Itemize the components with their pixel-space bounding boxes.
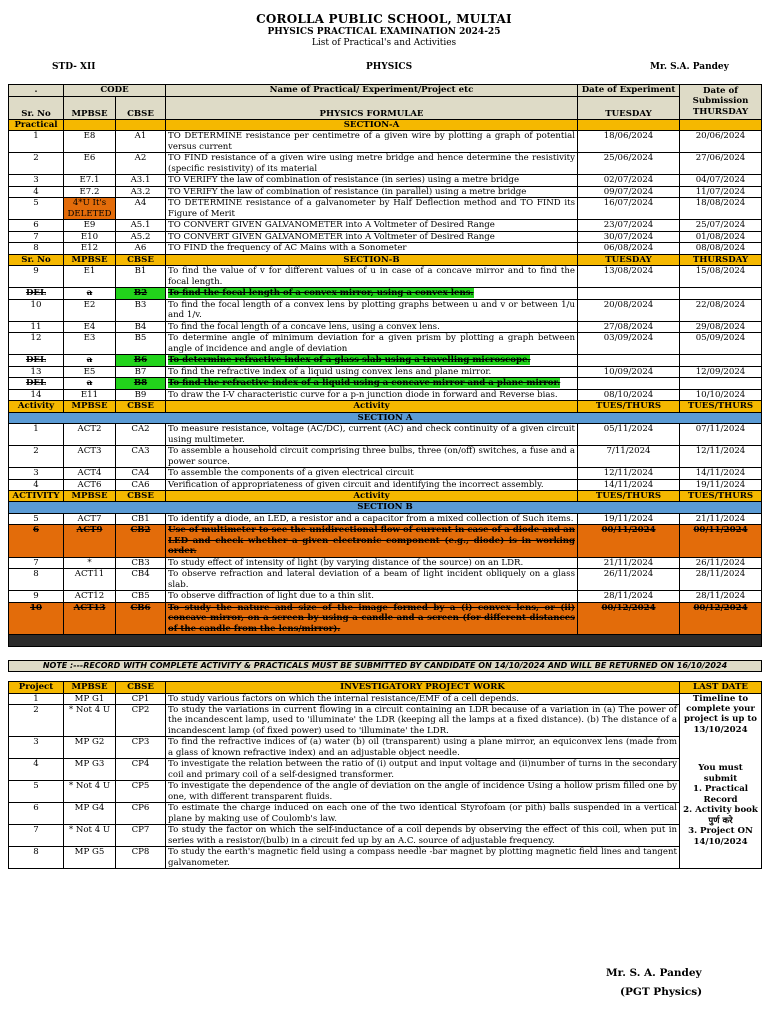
- practical-b-date-sub: [680, 288, 762, 299]
- project-mpbse: * Not 4 U: [64, 705, 116, 737]
- practical-b-date-sub: 05/09/2024: [680, 333, 762, 355]
- project-srno: 2: [9, 705, 64, 737]
- project-cbse: CP8: [116, 847, 166, 869]
- practical-b-srno: 13: [9, 366, 64, 377]
- practical-mpbse: E9: [64, 220, 116, 231]
- practical-date-exp: 06/08/2024: [578, 243, 680, 254]
- project-mpbse: * Not 4 U: [64, 781, 116, 803]
- activity-mpbse: ACT6: [64, 479, 116, 490]
- project-cbse: CP7: [116, 825, 166, 847]
- activity-b-srno: 10: [9, 602, 64, 634]
- practical-b-srno: DEL: [9, 288, 64, 299]
- section-a-row: [9, 120, 762, 131]
- activity-b-row: [9, 591, 762, 602]
- exam-title: PHYSICS PRACTICAL EXAMINATION 2024-25: [267, 27, 501, 37]
- practical-cbse: A1: [116, 131, 166, 153]
- practical-date-sub: 27/06/2024: [680, 153, 762, 175]
- activity-b-mpbse: ACT9: [64, 525, 116, 557]
- project-cbse: CP1: [116, 693, 166, 704]
- activity-header-row: [9, 401, 762, 412]
- activity-head-d1: TUES/THURS: [578, 401, 680, 412]
- practical-b-mpbse: a: [64, 288, 116, 299]
- project-text: To study the earth's magnetic field using a compass needle -bar magnet by plotting magnetic field lines and tangent galvanometer.: [166, 847, 680, 869]
- last-date-notes: [680, 693, 762, 869]
- project-srno: 8: [9, 847, 64, 869]
- practical-text: TO FIND resistance of a given wire using metre bridge and hence determine the resistivity (specific resistivity) of its material: [166, 153, 578, 175]
- school-name: COROLLA PUBLIC SCHOOL, MULTAI: [256, 12, 512, 26]
- section-b-mpbse: MPBSE: [64, 254, 116, 265]
- signature-role: (PGT Physics): [620, 986, 703, 998]
- activity-b-mpbse: ACT11: [64, 569, 116, 591]
- project-row: [9, 825, 762, 847]
- practical-row: [9, 243, 762, 254]
- practical-cbse: A5.1: [116, 220, 166, 231]
- practical-b-row: [9, 321, 762, 332]
- project-srno: 3: [9, 737, 64, 759]
- header-tuesday: TUESDAY: [578, 97, 680, 120]
- practical-b-mpbse: a: [64, 378, 116, 389]
- table-subheader-row: [9, 97, 762, 120]
- practical-b-text: To find the value of v for different values of u in case of a concave mirror and to find the focal length.: [166, 266, 578, 288]
- last-date-line: You must submit: [698, 763, 743, 784]
- header-mpbse: MPBSE: [64, 97, 116, 120]
- activity-row: [9, 479, 762, 490]
- activity-section-b-row: [9, 502, 762, 513]
- practical-b-date-sub: [680, 355, 762, 366]
- activity-b-date-exp: 28/11/2024: [578, 591, 680, 602]
- activity-b-text: To observe diffraction of light due to a thin slit.: [166, 591, 578, 602]
- practical-date-sub: 08/08/2024: [680, 243, 762, 254]
- practical-b-mpbse: E4: [64, 321, 116, 332]
- practical-b-srno: 9: [9, 266, 64, 288]
- activity-date-sub: 14/11/2024: [680, 468, 762, 479]
- practical-b-srno: 14: [9, 389, 64, 400]
- practical-mpbse: E7.1: [64, 175, 116, 186]
- practical-date-exp: 09/07/2024: [578, 186, 680, 197]
- practical-row: [9, 231, 762, 242]
- activity-b-date-exp: 21/11/2024: [578, 557, 680, 568]
- practical-srno: 3: [9, 175, 64, 186]
- activity-b-cbse: CB3: [116, 557, 166, 568]
- practical-b-text: To draw the I-V characteristic curve for a p-n junction diode in forward and Reverse bias.: [166, 389, 578, 400]
- activity-head2-d1: TUES/THURS: [578, 490, 680, 501]
- activity-b-date-sub: 21/11/2024: [680, 513, 762, 524]
- practical-b-text: [166, 288, 578, 299]
- project-cbse: CP4: [116, 759, 166, 781]
- practical-text: TO CONVERT GIVEN GALVANOMETER into A Voltmeter of Desired Range: [166, 220, 578, 231]
- practical-text: TO DETERMINE resistance of a galvanometer by Half Deflection method and TO FIND its Figure of Merit: [166, 198, 578, 220]
- activity-b-srno: 7: [9, 557, 64, 568]
- activity-cbse: CA2: [116, 424, 166, 446]
- teacher-label: Mr. S.A. Pandey: [650, 62, 729, 72]
- practical-b-mpbse: E11: [64, 389, 116, 400]
- activity-head-cb: CBSE: [116, 401, 166, 412]
- practical-row: [9, 153, 762, 175]
- practical-b-text: To find the focal length of a concave lens, using a convex lens.: [166, 321, 578, 332]
- practical-table: [8, 84, 762, 869]
- project-text: To find the refractive indices of (a) water (b) oil (transparent) using a plane mirror, an equiconvex lens (made from a glass of known refractive index) and an adjustable object needle.: [166, 737, 680, 759]
- practical-cbse: A3.1: [116, 175, 166, 186]
- activity-b-srno: 6: [9, 525, 64, 557]
- practical-date-sub: 25/07/2024: [680, 220, 762, 231]
- practical-mpbse: E6: [64, 153, 116, 175]
- practical-b-cbse: B7: [116, 366, 166, 377]
- practical-row: [9, 131, 762, 153]
- section-b-label: SECTION-B: [166, 254, 578, 265]
- section-b-tuesday: TUESDAY: [578, 254, 680, 265]
- activity-srno: 2: [9, 446, 64, 468]
- practical-srno: 1: [9, 131, 64, 153]
- practical-b-date-exp: 08/10/2024: [578, 389, 680, 400]
- practical-cbse: A6: [116, 243, 166, 254]
- activity-text: To assemble a household circuit comprising three bulbs, three (on/off) switches, a fuse and a power source.: [166, 446, 578, 468]
- project-row: [9, 847, 762, 869]
- blank-row-2: [9, 672, 762, 682]
- practical-b-date-sub: 22/08/2024: [680, 299, 762, 321]
- header-code: CODE: [64, 85, 166, 97]
- activity-head2-cb: CBSE: [116, 490, 166, 501]
- activity-date-exp: 7/11/2024: [578, 446, 680, 468]
- project-srno: 6: [9, 803, 64, 825]
- practical-cbse: A5.2: [116, 231, 166, 242]
- practical-b-text-highlight: To determine refractive index of a glass slab using a travelling microscope.: [168, 355, 531, 366]
- activity-b-row: [9, 513, 762, 524]
- activity-srno: 3: [9, 468, 64, 479]
- section-a-label: SECTION-A: [166, 120, 578, 131]
- project-text: To study the variations in current flowing in a circuit containing an LDR because of a variation in (a) The power of the incandescent lamp, used to 'illuminate' the LDR (keeping all the lamps at a fixed distance). (b) The distance of a incandescent lamp (of fixed power) used to 'illuminate' the LDR.: [166, 705, 680, 737]
- project-mpbse: MP G3: [64, 759, 116, 781]
- practical-b-srno: DEL: [9, 355, 64, 366]
- project-head-sr: Project: [9, 682, 64, 693]
- activity-header-row-2: [9, 490, 762, 501]
- practical-text: TO VERIFY the law of combination of resistance (in parallel) using a metre bridge: [166, 186, 578, 197]
- activity-cbse: CA6: [116, 479, 166, 490]
- practical-date-exp: 23/07/2024: [578, 220, 680, 231]
- practical-b-text: To find the focal length of a convex lens by plotting graphs between u and v or between 1/u and 1/v.: [166, 299, 578, 321]
- project-row: [9, 759, 762, 781]
- activity-b-cbse: CB2: [116, 525, 166, 557]
- project-text: To investigate the dependence of the angle of deviation on the angle of incidence Using a hollow prism filled one by one, with different transparent fluids.: [166, 781, 680, 803]
- activity-b-date-sub: 00/11/2024: [680, 525, 762, 557]
- practical-b-cbse: B3: [116, 299, 166, 321]
- activity-mpbse: ACT4: [64, 468, 116, 479]
- activity-head2-mp: MPBSE: [64, 490, 116, 501]
- practical-b-row: [9, 389, 762, 400]
- header-formulae: PHYSICS FORMULAE: [166, 97, 578, 120]
- note-row: [9, 661, 762, 672]
- project-text: To estimate the charge induced on each one of the two identical Styrofoam (or pith) balls suspended in a vertical plane by making use of Coulomb's law.: [166, 803, 680, 825]
- activity-b-text: To study the nature and size of the image formed by a (i) convex lens, or (ii) concave mirror, on a screen by using a candle and a screen (for different distances of the candle from the lens/mirror).: [166, 602, 578, 634]
- practical-b-row: [9, 299, 762, 321]
- activity-date-sub: 07/11/2024: [680, 424, 762, 446]
- practical-b-cbse: B1: [116, 266, 166, 288]
- practical-b-date-exp: 20/08/2024: [578, 299, 680, 321]
- last-date-line: 1. Practical Record: [692, 784, 749, 805]
- activity-section-a-row: [9, 412, 762, 423]
- practical-srno: 8: [9, 243, 64, 254]
- activity-head2-text: Activity: [166, 490, 578, 501]
- practical-b-date-sub: [680, 378, 762, 389]
- activity-b-date-sub: 26/11/2024: [680, 557, 762, 568]
- activity-head-sr: Activity: [9, 401, 64, 412]
- activity-b-text: To study effect of intensity of light (by varying distance of the source) on an LDR.: [166, 557, 578, 568]
- practical-b-date-exp: 10/09/2024: [578, 366, 680, 377]
- activity-row: [9, 424, 762, 446]
- project-head-last-date: LAST DATE: [680, 682, 762, 693]
- header-cbse: CBSE: [116, 97, 166, 120]
- practical-date-exp: 25/06/2024: [578, 153, 680, 175]
- activity-head-text: Activity: [166, 401, 578, 412]
- project-cbse: CP5: [116, 781, 166, 803]
- practical-mpbse: E7.2: [64, 186, 116, 197]
- project-cbse: CP2: [116, 705, 166, 737]
- practical-b-row: [9, 355, 762, 366]
- practical-label: Practical: [9, 120, 64, 131]
- project-cbse: CP6: [116, 803, 166, 825]
- practical-b-date-exp: [578, 378, 680, 389]
- practical-date-exp: 02/07/2024: [578, 175, 680, 186]
- practical-b-date-sub: 10/10/2024: [680, 389, 762, 400]
- practical-b-row: [9, 378, 762, 389]
- practical-srno: 7: [9, 231, 64, 242]
- practical-cbse: A3.2: [116, 186, 166, 197]
- project-mpbse: MP G4: [64, 803, 116, 825]
- practical-b-cbse: B8: [116, 378, 166, 389]
- activity-mpbse: ACT2: [64, 424, 116, 446]
- project-row: [9, 737, 762, 759]
- activity-b-mpbse: ACT12: [64, 591, 116, 602]
- practical-b-text: To find the refractive index of a liquid using convex lens and plane mirror.: [166, 366, 578, 377]
- project-cbse: CP3: [116, 737, 166, 759]
- subject-label: PHYSICS: [366, 62, 413, 72]
- practical-b-date-sub: 15/08/2024: [680, 266, 762, 288]
- activity-row: [9, 468, 762, 479]
- header-date-sub: Date of Submission THURSDAY: [680, 85, 762, 120]
- practical-srno: 5: [9, 198, 64, 220]
- practical-date-sub: 11/07/2024: [680, 186, 762, 197]
- activity-date-exp: 05/11/2024: [578, 424, 680, 446]
- practical-b-cbse: B9: [116, 389, 166, 400]
- project-text: To study various factors on which the internal resistance/EMF of a cell depends.: [166, 693, 680, 704]
- signature-name: Mr. S. A. Pandey: [606, 967, 702, 979]
- practical-mpbse: E12: [64, 243, 116, 254]
- practical-b-mpbse: E1: [64, 266, 116, 288]
- section-b-cbse: CBSE: [116, 254, 166, 265]
- practical-date-exp: 18/06/2024: [578, 131, 680, 153]
- practical-srno: 2: [9, 153, 64, 175]
- practical-text: TO FIND the frequency of AC Mains with a Sonometer: [166, 243, 578, 254]
- activity-b-date-exp: 00/11/2024: [578, 525, 680, 557]
- project-mpbse: * Not 4 U: [64, 825, 116, 847]
- activity-b-date-exp: 19/11/2024: [578, 513, 680, 524]
- activity-mpbse: ACT3: [64, 446, 116, 468]
- activity-section-b: SECTION B: [9, 502, 762, 513]
- practical-b-text: To determine angle of minimum deviation for a given prism by plotting a graph between angle of incidence and angle of deviation: [166, 333, 578, 355]
- activity-b-date-sub: 28/11/2024: [680, 569, 762, 591]
- project-head-text: INVESTIGATORY PROJECT WORK: [166, 682, 680, 693]
- activity-b-cbse: CB6: [116, 602, 166, 634]
- practical-srno: 6: [9, 220, 64, 231]
- section-b-row: [9, 254, 762, 265]
- practical-date-sub: 20/06/2024: [680, 131, 762, 153]
- practical-b-row: [9, 266, 762, 288]
- practical-b-date-sub: 29/08/2024: [680, 321, 762, 332]
- activity-row: [9, 446, 762, 468]
- practical-b-date-sub: 12/09/2024: [680, 366, 762, 377]
- practical-date-sub: 01/08/2024: [680, 231, 762, 242]
- practical-text: TO VERIFY the law of combination of resistance (in series) using a metre bridge: [166, 175, 578, 186]
- activity-text: To measure resistance, voltage (AC/DC), current (AC) and check continuity of a given circuit using multimeter.: [166, 424, 578, 446]
- practical-b-mpbse: E3: [64, 333, 116, 355]
- practical-mpbse: E10: [64, 231, 116, 242]
- practical-b-date-exp: 13/08/2024: [578, 266, 680, 288]
- activity-b-date-exp: 00/12/2024: [578, 602, 680, 634]
- activity-date-exp: 14/11/2024: [578, 479, 680, 490]
- project-header-row: [9, 682, 762, 693]
- practical-row: [9, 175, 762, 186]
- project-row: [9, 693, 762, 704]
- project-row: [9, 803, 762, 825]
- last-date-line: 3. Project ON 14/10/2024: [688, 826, 753, 847]
- practical-b-date-exp: [578, 288, 680, 299]
- practical-text: TO CONVERT GIVEN GALVANOMETER into A Voltmeter of Desired Range: [166, 231, 578, 242]
- practical-mpbse: 4*U It's DELETED: [64, 198, 116, 220]
- practical-b-cbse: B4: [116, 321, 166, 332]
- activity-srno: 1: [9, 424, 64, 446]
- practical-cbse: A2: [116, 153, 166, 175]
- table-header-row: [9, 85, 762, 97]
- activity-text: Verification of appropriateness of given circuit and identifying the incorrect assembly.: [166, 479, 578, 490]
- activity-b-cbse: CB4: [116, 569, 166, 591]
- practical-b-cbse: B2: [116, 288, 166, 299]
- activity-head-mp: MPBSE: [64, 401, 116, 412]
- practical-b-row: [9, 333, 762, 355]
- activity-b-row: [9, 569, 762, 591]
- project-row: [9, 781, 762, 803]
- practical-b-row: [9, 288, 762, 299]
- header-name: Name of Practical/ Experiment/Project etc: [166, 85, 578, 97]
- activity-date-sub: 19/11/2024: [680, 479, 762, 490]
- project-head-cb: CBSE: [116, 682, 166, 693]
- header-dot: .: [9, 85, 64, 97]
- practical-b-row: [9, 366, 762, 377]
- activity-date-exp: 12/11/2024: [578, 468, 680, 479]
- practical-b-srno: 11: [9, 321, 64, 332]
- activity-b-text: Use of multimeter to see the unidirectional flow of current in case of a diode and an LED and check whether a given electronic component (e.g., diode) is in working order.: [166, 525, 578, 557]
- practical-b-date-exp: [578, 355, 680, 366]
- header-date-exp: Date of Experiment: [578, 85, 680, 97]
- activity-b-date-exp: 26/11/2024: [578, 569, 680, 591]
- list-subtitle: List of Practical's and Activities: [311, 38, 457, 48]
- last-date-line: 2. Activity book पुर्ण करे: [683, 805, 758, 826]
- activity-b-text: To observe refraction and lateral deviation of a beam of light incident obliquely on a glass slab.: [166, 569, 578, 591]
- practical-b-srno: 10: [9, 299, 64, 321]
- project-text: To study the factor on which the self-inductance of a coil depends by observing the effect of this coil, when put in series with a resistor/(bulb) in a circuit fed up by an A.C. source of adjustable frequency.: [166, 825, 680, 847]
- practical-b-text: [166, 378, 578, 389]
- activity-head2-d2: TUES/THURS: [680, 490, 762, 501]
- project-row: [9, 705, 762, 737]
- submission-note: NOTE :---RECORD WITH COMPLETE ACTIVITY & PRACTICALS MUST BE SUBMITTED BY CANDIDATE ON 14/10/2024 AND WILL BE RETURNED ON 16/10/2024: [9, 661, 762, 672]
- practical-row: [9, 220, 762, 231]
- practical-b-text-highlight: To find the focal length of a convex mirror, using a convex lens.: [168, 288, 474, 299]
- project-mpbse: MP G1: [64, 693, 116, 704]
- practical-b-text-highlight: To find the refractive index of a liquid using a concave mirror and a plane mirror.: [168, 378, 561, 389]
- practical-b-date-exp: 27/08/2024: [578, 321, 680, 332]
- activity-b-date-sub: 28/11/2024: [680, 591, 762, 602]
- activity-date-sub: 12/11/2024: [680, 446, 762, 468]
- activity-text: To assemble the components of a given electrical circuit: [166, 468, 578, 479]
- activity-head2-sr: ACTIVITY: [9, 490, 64, 501]
- practical-b-mpbse: E5: [64, 366, 116, 377]
- activity-cbse: CA4: [116, 468, 166, 479]
- last-date-line: Timeline to complete your project is up to 13/10/2024: [683, 693, 758, 735]
- practical-b-date-exp: 03/09/2024: [578, 333, 680, 355]
- project-mpbse: MP G5: [64, 847, 116, 869]
- project-mpbse: MP G2: [64, 737, 116, 759]
- section-b-srno: Sr. No: [9, 254, 64, 265]
- activity-b-date-sub: 00/12/2024: [680, 602, 762, 634]
- project-srno: 4: [9, 759, 64, 781]
- activity-b-srno: 5: [9, 513, 64, 524]
- activity-b-row: [9, 557, 762, 568]
- activity-section-a: SECTION A: [9, 412, 762, 423]
- practical-row: [9, 186, 762, 197]
- std-label: STD- XII: [52, 62, 96, 72]
- activity-cbse: CA3: [116, 446, 166, 468]
- project-srno: 7: [9, 825, 64, 847]
- practical-b-mpbse: a: [64, 355, 116, 366]
- activity-b-cbse: CB5: [116, 591, 166, 602]
- project-srno: 5: [9, 781, 64, 803]
- activity-srno: 4: [9, 479, 64, 490]
- practical-srno: 4: [9, 186, 64, 197]
- practical-b-cbse: B5: [116, 333, 166, 355]
- project-srno: 1: [9, 693, 64, 704]
- activity-b-mpbse: *: [64, 557, 116, 568]
- activity-b-mpbse: ACT7: [64, 513, 116, 524]
- activity-b-mpbse: ACT13: [64, 602, 116, 634]
- activity-b-row: [9, 525, 762, 557]
- activity-b-srno: 8: [9, 569, 64, 591]
- project-text: To investigate the relation between the ratio of (i) output and input voltage and (ii)number of turns in the secondary coil and primary coil of a self-designed transformer.: [166, 759, 680, 781]
- practical-b-mpbse: E2: [64, 299, 116, 321]
- activity-b-cbse: CB1: [116, 513, 166, 524]
- section-b-thursday: THURSDAY: [680, 254, 762, 265]
- activity-head-d2: TUES/THURS: [680, 401, 762, 412]
- blank-row: [9, 647, 762, 661]
- header-srno: Sr. No: [9, 97, 64, 120]
- practical-cbse: A4: [116, 198, 166, 220]
- practical-b-cbse: B6: [116, 355, 166, 366]
- practical-date-exp: 30/07/2024: [578, 231, 680, 242]
- activity-b-srno: 9: [9, 591, 64, 602]
- practical-date-exp: 16/07/2024: [578, 198, 680, 220]
- practical-b-srno: DEL: [9, 378, 64, 389]
- activity-b-text: To identify a diode, an LED, a resistor and a capacitor from a mixed collection of Such items.: [166, 513, 578, 524]
- practical-b-srno: 12: [9, 333, 64, 355]
- practical-date-sub: 04/07/2024: [680, 175, 762, 186]
- practical-date-sub: 18/08/2024: [680, 198, 762, 220]
- activity-b-row: [9, 602, 762, 634]
- dark-separator: [9, 635, 762, 647]
- practical-b-text: [166, 355, 578, 366]
- practical-row: [9, 198, 762, 220]
- project-head-mp: MPBSE: [64, 682, 116, 693]
- practical-mpbse: E8: [64, 131, 116, 153]
- practical-text: TO DETERMINE resistance per centimetre of a given wire by plotting a graph of potential versus current: [166, 131, 578, 153]
